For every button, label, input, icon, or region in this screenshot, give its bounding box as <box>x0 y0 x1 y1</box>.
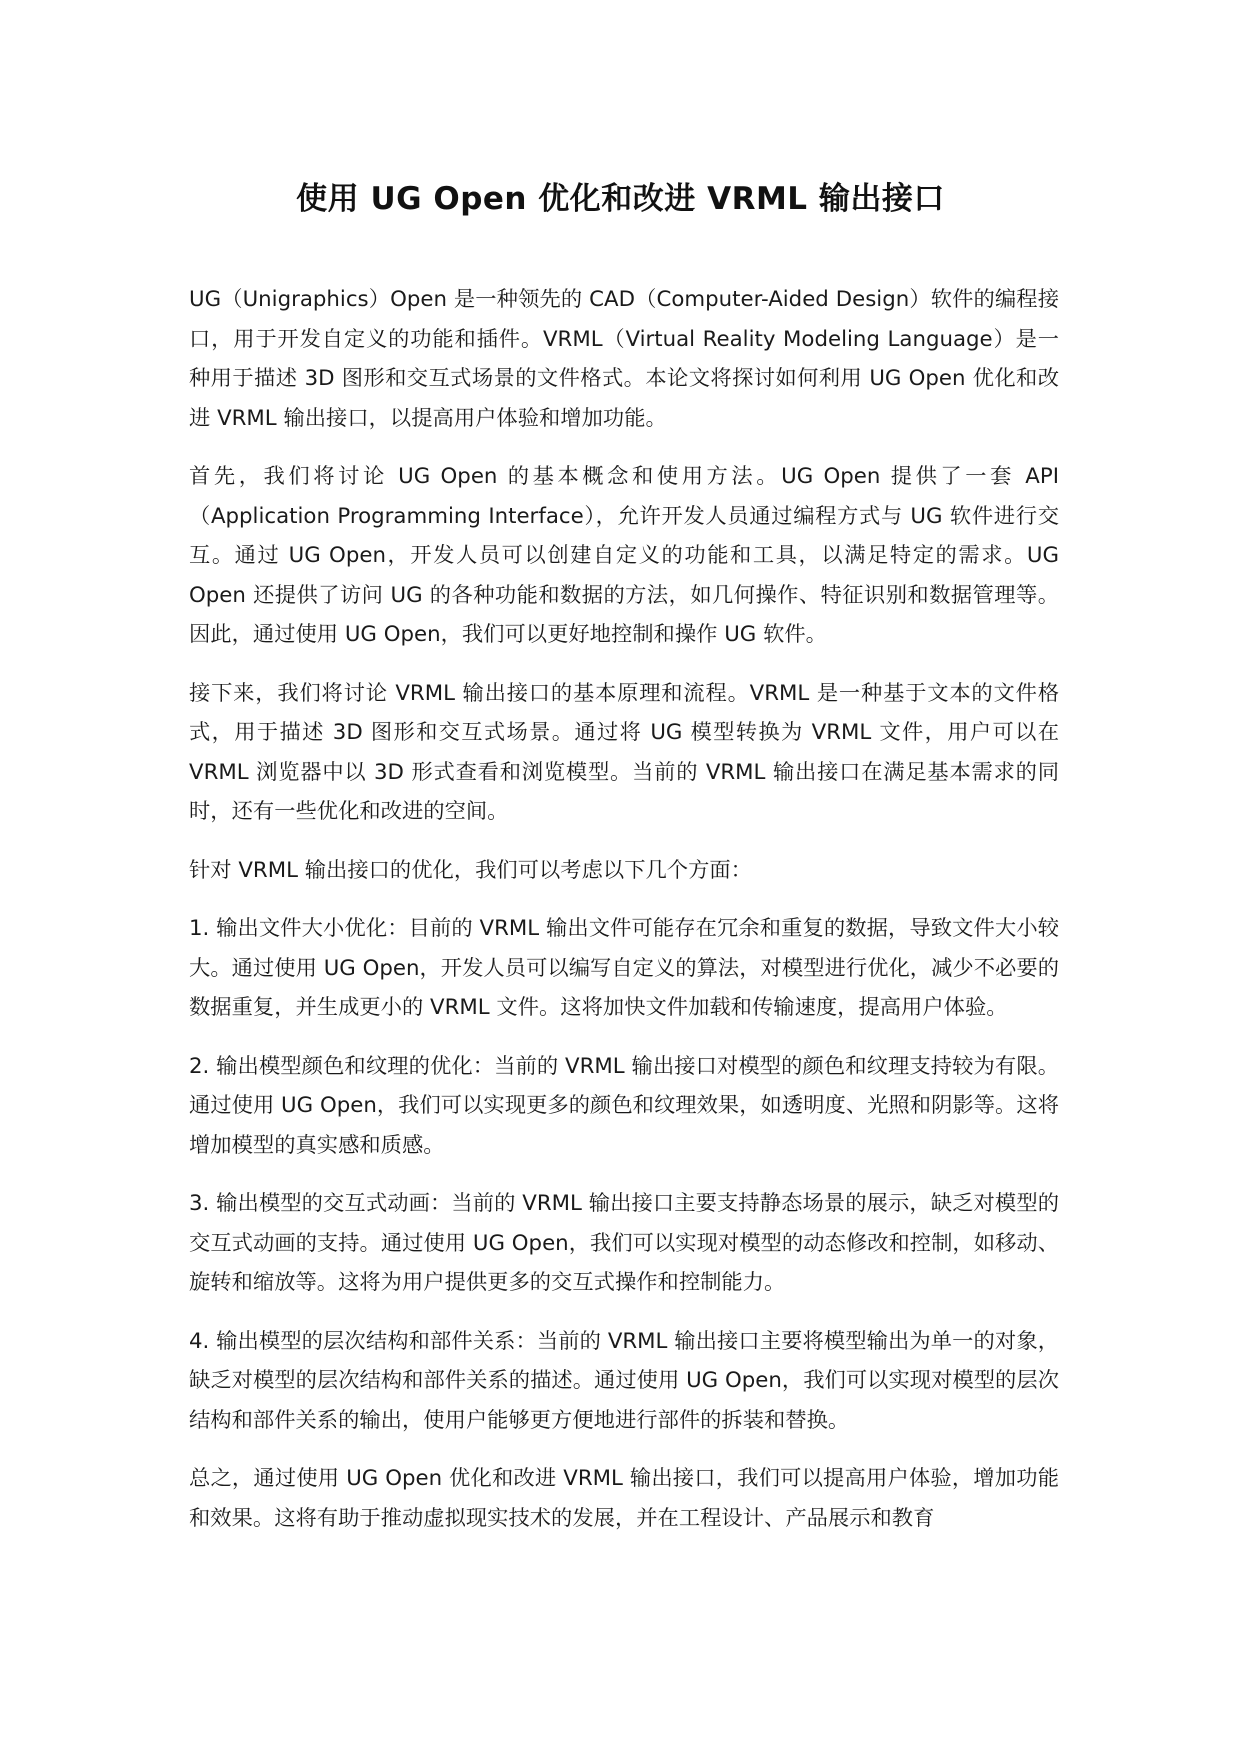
paragraph-optimization-aspects: 针对 VRML 输出接口的优化，我们可以考虑以下几个方面： <box>189 857 752 883</box>
paragraph-vrml-principles: 接下来，我们将讨论 VRML 输出接口的基本原理和流程。VRML 是一种基于文本的文件格式，用于描述 3D 图形和交互式场景。通过将 UG 模型转换为 VRML 文件，用户可以在 VRML 浏览器中以 3D 形式查看和浏览模型。当前的 VRML 输出接口在满足基本需求的同时，还有一些优化和改进的空间。 <box>189 680 1059 824</box>
document-body <box>189 280 1059 1557</box>
paragraph-item-file-size: 1. 输出文件大小优化：目前的 VRML 输出文件可能存在冗余和重复的数据，导致文件大小较大。通过使用 UG Open，开发人员可以编写自定义的算法，对模型进行优化，减少不必要的数据重复，并生成更小的 VRML 文件。这将加快文件加载和传输速度，提高用户体验。 <box>189 916 1059 1020</box>
paragraph-item-hierarchy: 4. 输出模型的层次结构和部件关系：当前的 VRML 输出接口主要将模型输出为单一的对象，缺乏对模型的层次结构和部件关系的描述。通过使用 UG Open，我们可以实现对模型的层次结构和部件关系的输出，使用户能够更方便地进行部件的拆装和替换。 <box>189 1328 1059 1433</box>
paragraph-item-color-texture: 2. 输出模型颜色和纹理的优化：当前的 VRML 输出接口对模型的颜色和纹理支持较为有限。通过使用 UG Open，我们可以实现更多的颜色和纹理效果，如透明度、光照和阴影等。这将增加模型的真实感和质感。 <box>189 1053 1059 1158</box>
paragraph-ug-open-basics: 首先，我们将讨论 UG Open 的基本概念和使用方法。UG Open 提供了一套 API（Application Programming Interface），允许开发人员通过编程方式与 UG 软件进行交互。通过 UG Open，开发人员可以创建自定义的功能和工具，以满足特定的需求。UG Open 还提供了访问 UG 的各种功能和数据的方法，如几何操作、特征识别和数据管理等。因此，通过使用 UG Open，我们可以更好地控制和操作 UG 软件。 <box>189 464 1059 647</box>
paragraph-intro: UG（Unigraphics）Open 是一种领先的 CAD（Computer-Aided Design）软件的编程接口，用于开发自定义的功能和插件。VRML（Virtual Reality Modeling Language）是一种用于描述 3D 图形和交互式场景的文件格式。本论文将探讨如何利用 UG Open 优化和改进 VRML 输出接口，以提高用户体验和增加功能。 <box>189 287 1059 431</box>
page-title: 使用 UG Open 优化和改进 VRML 输出接口 <box>296 181 945 217</box>
paragraph-item-animation: 3. 输出模型的交互式动画：当前的 VRML 输出接口主要支持静态场景的展示，缺乏对模型的交互式动画的支持。通过使用 UG Open，我们可以实现对模型的动态修改和控制，如移动、旋转和缩放等。这将为用户提供更多的交互式操作和控制能力。 <box>189 1191 1059 1295</box>
paragraph-conclusion: 总之，通过使用 UG Open 优化和改进 VRML 输出接口，我们可以提高用户体验，增加功能和效果。这将有助于推动虚拟现实技术的发展，并在工程设计、产品展示和教育 <box>189 1466 1059 1531</box>
